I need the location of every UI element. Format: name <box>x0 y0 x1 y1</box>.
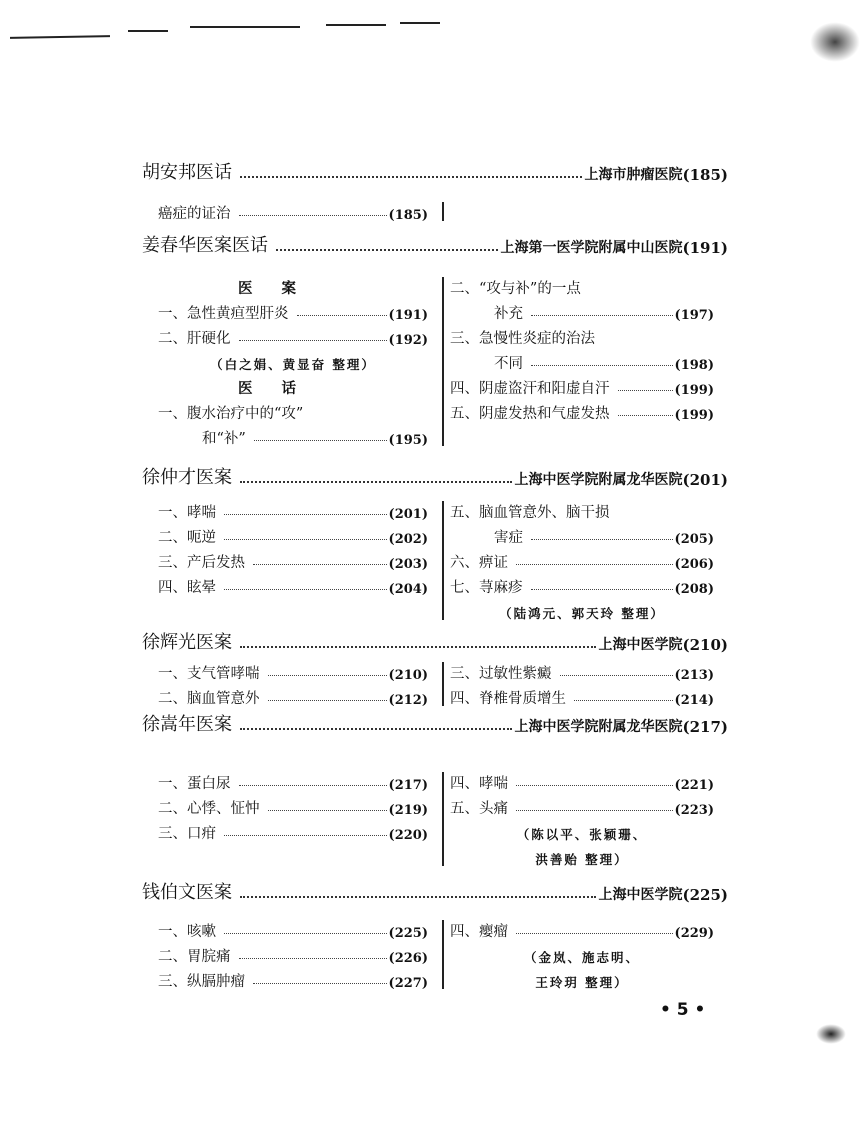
entry-label: 洪善贻 整理） <box>535 852 629 867</box>
entry-page: (221) <box>674 778 714 793</box>
dot-leader <box>239 785 387 786</box>
entry-page: (217) <box>388 778 428 793</box>
entry-label: 四、脊椎骨质增生 <box>450 691 566 707</box>
entry-page: (205) <box>674 532 714 547</box>
toc-entry[interactable] <box>158 522 428 547</box>
dot-leader <box>224 589 387 590</box>
entry-label: 害症 <box>494 530 523 546</box>
entry-page: (223) <box>674 803 714 818</box>
left-column <box>142 658 428 708</box>
dot-leader <box>239 215 387 216</box>
column-divider <box>442 772 444 866</box>
dot-leader <box>224 835 387 836</box>
entry-label: 补充 <box>494 306 523 322</box>
section-title: 姜春华医案医话 <box>142 235 268 256</box>
section-title: 徐嵩年医案 <box>142 714 232 735</box>
entry-page: (227) <box>388 976 428 991</box>
right-column <box>428 198 714 223</box>
entry-label: 五、头痛 <box>450 801 508 817</box>
entry-page: (199) <box>674 408 714 423</box>
entry-label: （陈以平、张颖珊、 <box>516 827 648 842</box>
toc-entry[interactable] <box>158 941 428 966</box>
section-entries <box>142 273 728 448</box>
entry-label: 医 案 <box>237 280 309 297</box>
toc-entry[interactable] <box>158 683 428 708</box>
toc-entry[interactable] <box>158 966 428 991</box>
left-column <box>142 273 428 448</box>
entry-label: 四、眩晕 <box>158 580 216 596</box>
column-divider <box>442 202 444 221</box>
right-column <box>428 768 714 868</box>
dot-leader <box>254 440 387 441</box>
toc-entry[interactable] <box>158 768 428 793</box>
dot-leader <box>531 539 673 540</box>
section-title: 胡安邦医话 <box>142 162 232 183</box>
section-page: (191) <box>682 239 728 257</box>
entry-label: 六、痹证 <box>450 555 508 571</box>
dot-leader <box>240 646 596 648</box>
toc-entry <box>158 348 428 373</box>
section-entries <box>142 768 728 868</box>
dot-leader <box>224 514 387 515</box>
toc-entry[interactable] <box>450 683 714 708</box>
entry-label: 四、瘿瘤 <box>450 924 508 940</box>
entry-page: (219) <box>388 803 428 818</box>
section-heading[interactable] <box>142 465 728 489</box>
left-column <box>142 497 428 622</box>
toc-entry[interactable] <box>158 818 428 843</box>
section-heading[interactable] <box>142 233 728 257</box>
scan-artifact-line <box>326 24 386 26</box>
section-heading[interactable] <box>142 630 728 654</box>
toc-entry[interactable] <box>450 547 714 572</box>
entry-label: 癌症的证治 <box>158 206 231 222</box>
toc-entry[interactable] <box>158 916 428 941</box>
toc-entry[interactable] <box>158 298 428 323</box>
entry-label: 一、支气管哮喘 <box>158 666 260 682</box>
dot-leader <box>516 564 673 565</box>
entry-page: (229) <box>674 926 714 941</box>
toc-section <box>142 160 728 223</box>
scan-artifact-corner <box>810 22 860 62</box>
entry-page: (225) <box>388 926 428 941</box>
section-page: (217) <box>682 718 728 736</box>
entry-label: 二、呃逆 <box>158 530 216 546</box>
dot-leader <box>574 700 673 701</box>
section-entries <box>142 198 728 223</box>
dot-leader <box>297 315 387 316</box>
entry-label: 二、肝硬化 <box>158 331 231 347</box>
section-institution: 上海中医学院附属龙华医院 <box>514 719 683 735</box>
section-entries <box>142 916 728 991</box>
scan-artifact-line <box>128 30 168 32</box>
toc-entry <box>158 398 428 423</box>
entry-page: (213) <box>674 668 714 683</box>
toc-section <box>142 712 728 868</box>
entry-label: （陆鸿元、郭天玲 整理） <box>499 606 665 621</box>
toc-entry <box>450 843 714 868</box>
toc-entry <box>450 941 714 966</box>
toc-entry[interactable] <box>158 793 428 818</box>
toc-entry[interactable] <box>450 658 714 683</box>
section-institution: 上海市肿瘤医院 <box>584 167 683 183</box>
section-entries <box>142 497 728 622</box>
scan-artifact-line <box>400 22 440 24</box>
entry-label: 和“补” <box>202 431 246 447</box>
right-column <box>428 916 714 991</box>
section-title: 徐辉光医案 <box>142 632 232 653</box>
entry-label: 一、蛋白尿 <box>158 776 231 792</box>
dot-leader <box>531 589 673 590</box>
entry-label: 三、急慢性炎症的治法 <box>450 331 595 347</box>
toc-section <box>142 630 728 708</box>
section-heading[interactable] <box>142 712 728 736</box>
section-title: 钱伯文医案 <box>142 882 232 903</box>
entry-page: (210) <box>388 668 428 683</box>
entry-label: 二、“攻与补”的一点 <box>450 281 581 297</box>
toc-entry[interactable] <box>450 916 714 941</box>
dot-leader <box>560 675 673 676</box>
dot-leader <box>240 728 512 730</box>
entry-page: (198) <box>674 358 714 373</box>
dot-leader <box>618 390 673 391</box>
entry-label: 三、纵膈肿瘤 <box>158 974 245 990</box>
right-column <box>428 497 714 622</box>
entry-page: (212) <box>388 693 428 708</box>
toc-entry <box>450 323 714 348</box>
entry-label: 王玲玥 整理） <box>535 975 629 990</box>
section-title: 徐仲才医案 <box>142 467 232 488</box>
dot-leader <box>224 539 387 540</box>
entry-page: (208) <box>674 582 714 597</box>
dot-leader <box>239 958 387 959</box>
toc-entry[interactable] <box>450 768 714 793</box>
entry-label: 四、哮喘 <box>450 776 508 792</box>
section-entries <box>142 658 728 708</box>
section-page: (185) <box>682 166 728 184</box>
entry-label: 五、脑血管意外、脑干损 <box>450 505 610 521</box>
entry-label: 二、脑血管意外 <box>158 691 260 707</box>
entry-page: (197) <box>674 308 714 323</box>
section-institution: 上海中医学院 <box>598 637 683 653</box>
dot-leader <box>268 675 387 676</box>
toc-entry <box>450 497 714 522</box>
dot-leader <box>268 700 387 701</box>
toc-section <box>142 465 728 622</box>
column-divider <box>442 501 444 620</box>
toc-entry <box>158 373 428 398</box>
entry-page: (199) <box>674 383 714 398</box>
section-page: (225) <box>682 886 728 904</box>
dot-leader <box>239 340 387 341</box>
dot-leader <box>531 315 673 316</box>
dot-leader <box>516 785 673 786</box>
toc-entry[interactable] <box>450 373 714 398</box>
toc-entry <box>158 273 428 298</box>
entry-page: (204) <box>388 582 428 597</box>
entry-label: 七、荨麻疹 <box>450 580 523 596</box>
toc-entry <box>450 597 714 622</box>
entry-page: (195) <box>388 433 428 448</box>
left-column <box>142 768 428 868</box>
toc-entry <box>450 273 714 298</box>
toc-entry[interactable] <box>158 198 428 223</box>
section-institution: 上海中医学院 <box>598 887 683 903</box>
scan-artifact-line <box>10 35 110 39</box>
entry-label: （白之娟、黄显奋 整理） <box>210 357 376 372</box>
entry-page: (202) <box>388 532 428 547</box>
toc-section <box>142 233 728 448</box>
dot-leader <box>240 176 582 178</box>
section-page: (210) <box>682 636 728 654</box>
section-institution: 上海中医学院附属龙华医院 <box>514 472 683 488</box>
entry-page: (203) <box>388 557 428 572</box>
entry-label: 一、急性黄疸型肝炎 <box>158 306 289 322</box>
entry-label: 三、产后发热 <box>158 555 245 571</box>
entry-page: (191) <box>388 308 428 323</box>
toc-entry[interactable] <box>158 323 428 348</box>
dot-leader <box>516 810 673 811</box>
column-divider <box>442 920 444 989</box>
toc-entry[interactable] <box>450 398 714 423</box>
scan-artifact-corner <box>816 1024 846 1044</box>
page-number: • 5 • <box>660 1000 706 1020</box>
toc-section <box>142 880 728 991</box>
entry-label: 三、口疳 <box>158 826 216 842</box>
entry-label: 三、过敏性紫癜 <box>450 666 552 682</box>
entry-page: (192) <box>388 333 428 348</box>
entry-page: (226) <box>388 951 428 966</box>
entry-label: 不同 <box>494 356 523 372</box>
right-column <box>428 658 714 708</box>
dot-leader <box>240 896 596 898</box>
entry-page: (201) <box>388 507 428 522</box>
toc-entry <box>450 818 714 843</box>
dot-leader <box>531 365 673 366</box>
entry-page: (185) <box>388 208 428 223</box>
dot-leader <box>224 933 387 934</box>
right-column <box>428 273 714 448</box>
toc-entry[interactable] <box>158 423 428 448</box>
toc-entry[interactable] <box>450 298 714 323</box>
left-column <box>142 916 428 991</box>
toc-entry[interactable] <box>450 793 714 818</box>
dot-leader <box>240 481 512 483</box>
toc-entry[interactable] <box>158 497 428 522</box>
entry-label: （金岚、施志明、 <box>523 950 640 965</box>
dot-leader <box>516 933 673 934</box>
section-page: (201) <box>682 471 728 489</box>
entry-page: (214) <box>674 693 714 708</box>
toc-entry[interactable] <box>450 572 714 597</box>
toc-entry <box>450 966 714 991</box>
dot-leader <box>253 564 387 565</box>
toc-entry[interactable] <box>450 348 714 373</box>
toc-entry[interactable] <box>158 658 428 683</box>
dot-leader <box>268 810 387 811</box>
entry-label: 医 话 <box>237 380 309 397</box>
entry-label: 四、阴虚盗汗和阳虚自汗 <box>450 381 610 397</box>
dot-leader <box>253 983 387 984</box>
section-institution: 上海第一医学院附属中山医院 <box>500 240 683 256</box>
entry-page: (220) <box>388 828 428 843</box>
entry-page: (206) <box>674 557 714 572</box>
toc-entry[interactable] <box>158 572 428 597</box>
column-divider <box>442 662 444 706</box>
entry-label: 一、腹水治疗中的“攻” <box>158 406 304 422</box>
entry-label: 五、阴虚发热和气虚发热 <box>450 406 610 422</box>
entry-label: 一、咳嗽 <box>158 924 216 940</box>
entry-label: 一、哮喘 <box>158 505 216 521</box>
scan-artifact-line <box>190 26 300 28</box>
toc-entry[interactable] <box>450 522 714 547</box>
toc-entry[interactable] <box>158 547 428 572</box>
left-column <box>142 198 428 223</box>
section-heading[interactable] <box>142 880 728 904</box>
column-divider <box>442 277 444 446</box>
entry-label: 二、心悸、怔忡 <box>158 801 260 817</box>
dot-leader <box>618 415 673 416</box>
section-heading[interactable] <box>142 160 728 184</box>
entry-label: 二、胃脘痛 <box>158 949 231 965</box>
dot-leader <box>276 249 498 251</box>
